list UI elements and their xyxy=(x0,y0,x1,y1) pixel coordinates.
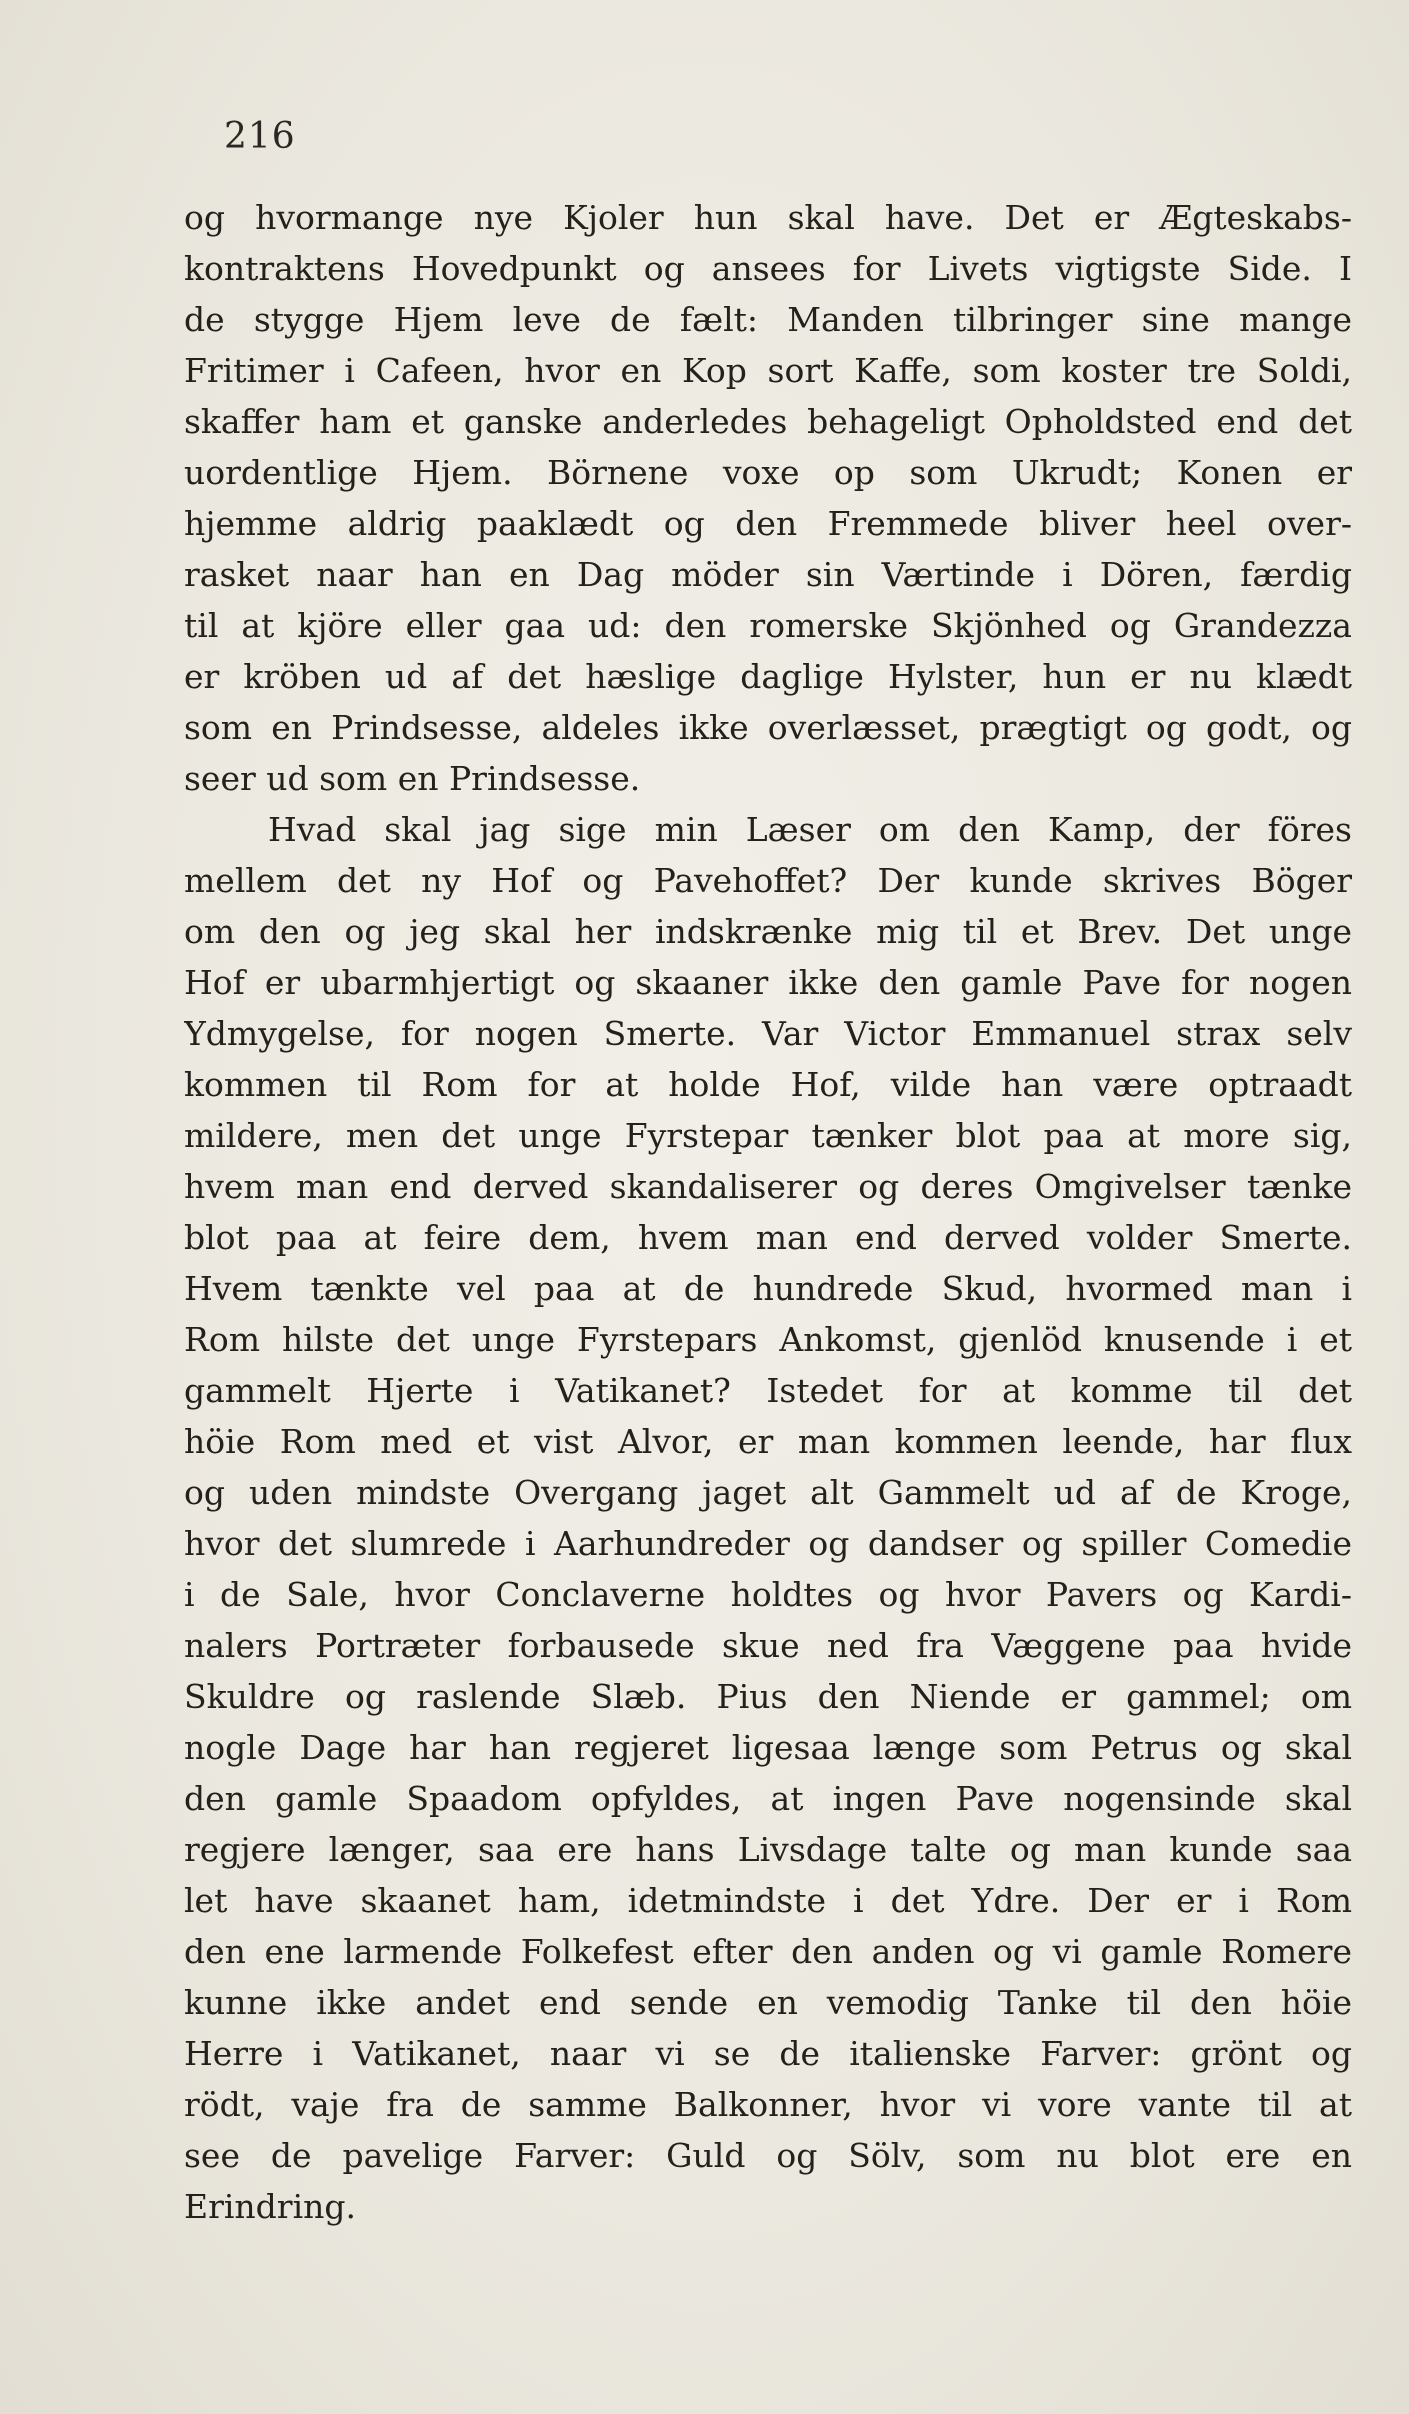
text-line: let have skaanet ham, idetmindste i det Ydre. Der er i Rom xyxy=(184,1881,1352,1920)
text-line: om den og jeg skal her indskrænke mig til et Brev. Det unge xyxy=(184,912,1352,951)
text-line: mellem det ny Hof og Pavehoffet? Der kunde skrives Böger xyxy=(184,861,1352,900)
text-line: skaffer ham et ganske anderledes behageligt Opholdsted end det xyxy=(184,402,1352,441)
text-line: Skuldre og raslende Slæb. Pius den Niende er gammel; om xyxy=(184,1677,1352,1716)
text-line: regjere længer, saa ere hans Livsdage talte og man kunde saa xyxy=(184,1830,1352,1869)
text-line: Herre i Vatikanet, naar vi se de italienske Farver: grönt og xyxy=(184,2034,1352,2073)
text-line: i de Sale, hvor Conclaverne holdtes og hvor Pavers og Kardi- xyxy=(184,1575,1352,1614)
text-line: kunne ikke andet end sende en vemodig Tanke til den höie xyxy=(184,1983,1352,2022)
text-line: rödt, vaje fra de samme Balkonner, hvor vi vore vante til at xyxy=(184,2085,1352,2124)
text-line: kommen til Rom for at holde Hof, vilde han være optraadt xyxy=(184,1065,1352,1104)
text-line: nogle Dage har han regjeret ligesaa længe som Petrus og skal xyxy=(184,1728,1352,1767)
text-line: hvem man end derved skandaliserer og deres Omgivelser tænke xyxy=(184,1167,1352,1206)
text-line: uordentlige Hjem. Börnene voxe op som Ukrudt; Konen er xyxy=(184,453,1352,492)
text-line: til at kjöre eller gaa ud: den romerske Skjönhed og Grandezza xyxy=(184,606,1352,645)
text-line: Fritimer i Cafeen, hvor en Kop sort Kaffe, som koster tre Soldi, xyxy=(184,351,1352,390)
text-line: den ene larmende Folkefest efter den anden og vi gamle Romere xyxy=(184,1932,1352,1971)
text-line: hvor det slumrede i Aarhundreder og dandser og spiller Comedie xyxy=(184,1524,1352,1563)
text-line: mildere, men det unge Fyrstepar tænker blot paa at more sig, xyxy=(184,1116,1352,1155)
body-text xyxy=(184,192,1352,2232)
text-line: Rom hilste det unge Fyrstepars Ankomst, gjenlöd knusende i et xyxy=(184,1320,1352,1359)
text-line: Ydmygelse, for nogen Smerte. Var Victor Emmanuel strax selv xyxy=(184,1014,1352,1053)
text-line: de stygge Hjem leve de fælt: Manden tilbringer sine mange xyxy=(184,300,1352,339)
text-line: nalers Portræter forbausede skue ned fra Væggene paa hvide xyxy=(184,1626,1352,1665)
page-number: 216 xyxy=(224,116,296,157)
text-line: Erindring. xyxy=(184,2187,356,2226)
text-line: og hvormange nye Kjoler hun skal have. Det er Ægteskabs- xyxy=(184,198,1352,237)
text-line: er kröben ud af det hæslige daglige Hylster, hun er nu klædt xyxy=(184,657,1352,696)
text-line: Hof er ubarmhjertigt og skaaner ikke den gamle Pave for nogen xyxy=(184,963,1352,1002)
text-line: höie Rom med et vist Alvor, er man kommen leende, har flux xyxy=(184,1422,1352,1461)
text-line: Hvem tænkte vel paa at de hundrede Skud, hvormed man i xyxy=(184,1269,1352,1308)
text-line: seer ud som en Prindsesse. xyxy=(184,759,641,798)
text-line: gammelt Hjerte i Vatikanet? Istedet for at komme til det xyxy=(184,1371,1352,1410)
text-line: som en Prindsesse, aldeles ikke overlæsset, prægtigt og godt, og xyxy=(184,708,1352,747)
text-line: og uden mindste Overgang jaget alt Gammelt ud af de Kroge, xyxy=(184,1473,1352,1512)
text-line: den gamle Spaadom opfyldes, at ingen Pave nogensinde skal xyxy=(184,1779,1352,1818)
text-line: hjemme aldrig paaklædt og den Fremmede bliver heel over- xyxy=(184,504,1352,543)
text-line: Hvad skal jag sige min Læser om den Kamp, der föres xyxy=(268,810,1352,849)
text-line: rasket naar han en Dag möder sin Værtinde i Dören, færdig xyxy=(184,555,1352,594)
text-line: blot paa at feire dem, hvem man end derved volder Smerte. xyxy=(184,1218,1352,1257)
text-line: see de pavelige Farver: Guld og Sölv, som nu blot ere en xyxy=(184,2136,1352,2175)
text-line: kontraktens Hovedpunkt og ansees for Livets vigtigste Side. I xyxy=(184,249,1352,288)
